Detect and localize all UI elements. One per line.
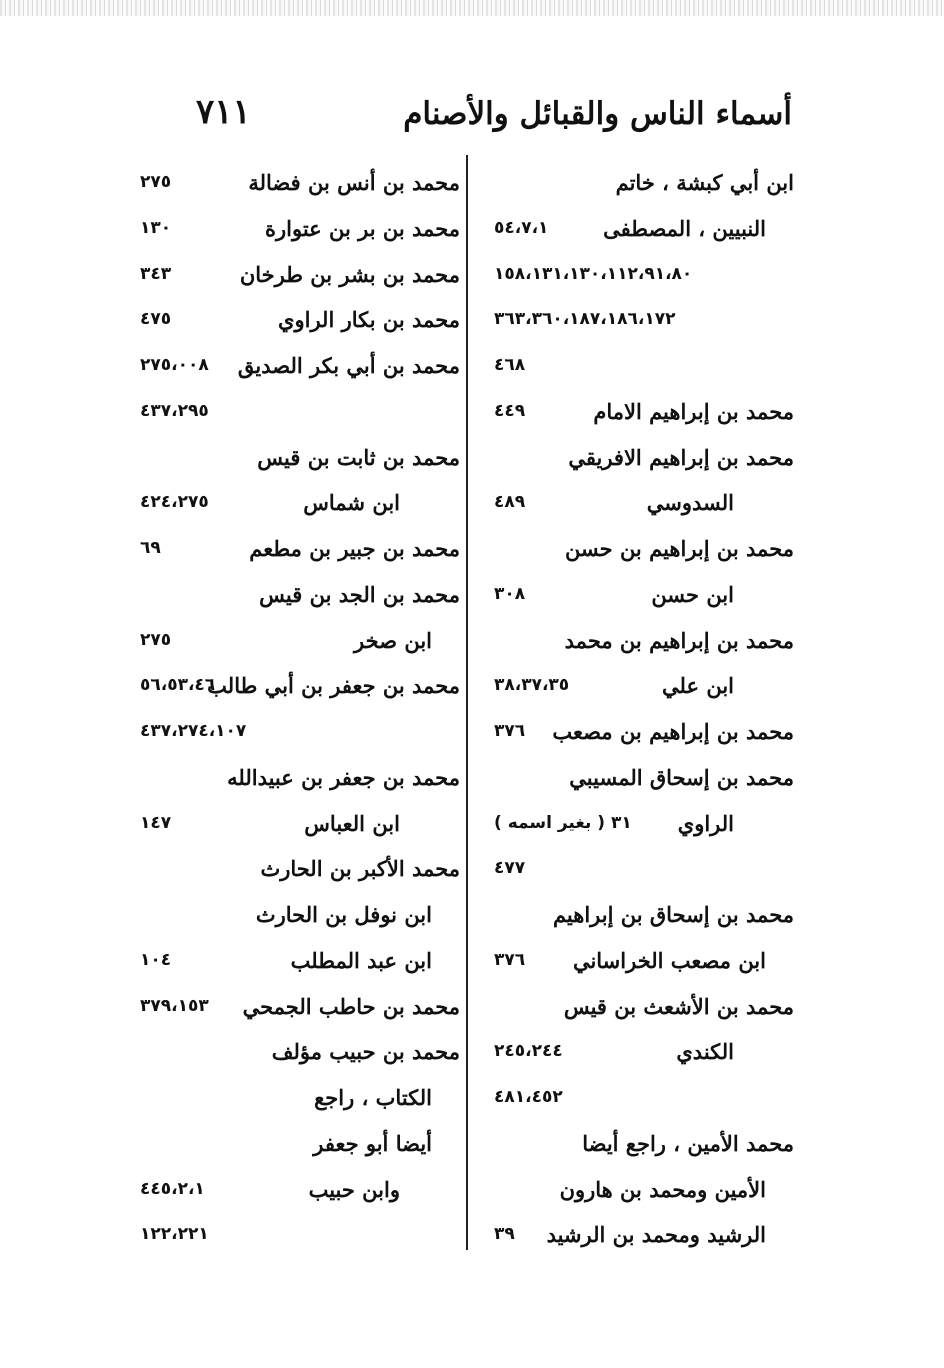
index-entry [494, 343, 794, 389]
page-number: ٧١١ [196, 92, 251, 132]
index-entry [494, 755, 794, 801]
index-entry [140, 618, 460, 664]
index-entry [140, 984, 460, 1030]
entry-name: محمد بن جبير بن مطعم [249, 536, 460, 561]
index-entry [140, 252, 460, 298]
entry-pages: ٢٧٥ [140, 629, 172, 650]
entry-name: الأمين ومحمد بن هارون [559, 1176, 766, 1202]
index-entry [494, 435, 794, 481]
index-entry [494, 801, 794, 847]
index-entry [494, 526, 794, 572]
entry-pages: ٤٨٩ [494, 492, 526, 513]
index-entry [494, 663, 794, 709]
entry-pages: ٤٣٧،٢٧٤،١٠٧ [140, 721, 247, 741]
index-entry [494, 480, 794, 526]
index-entry [140, 1212, 460, 1258]
index-entry [140, 663, 460, 709]
index-entry [494, 572, 794, 618]
entry-name: محمد بن الأشعث بن قيس [563, 993, 794, 1019]
entry-pages: ٤٣٧،٢٩٥ [140, 400, 209, 421]
index-entry [494, 892, 794, 938]
entry-name: الرشيد ومحمد بن الرشيد [546, 1222, 766, 1248]
entry-name: محمد بن بكار الراوي [278, 307, 460, 333]
entry-name: محمد بن أنس بن فضالة [248, 170, 460, 195]
entry-name: محمد بن بشر بن طرخان [239, 261, 460, 287]
index-entry [494, 846, 794, 892]
index-entry [140, 343, 460, 389]
entry-name: السدوسي [646, 490, 734, 516]
entry-name: محمد بن إبراهيم بن محمد [564, 627, 794, 653]
entry-pages: ٣٤٣ [140, 263, 172, 284]
entry-pages: ٣٦٣،٣٦٠،١٨٧،١٨٦،١٧٢ [494, 309, 676, 330]
entry-pages: ٥٦،٥٣،٤٦ [140, 675, 216, 696]
entry-pages: ٦٩ [140, 538, 161, 558]
index-entry [494, 1212, 794, 1258]
index-entry [494, 252, 794, 298]
entry-pages: ٤٤٥،٢،١ [140, 1178, 205, 1199]
index-entry [494, 1121, 794, 1167]
entry-name: محمد بن أبي بكر الصديق [237, 353, 460, 378]
entry-name: محمد بن إبراهيم الامام [593, 398, 794, 424]
entry-name: محمد بن إبراهيم الافريقي [568, 444, 794, 470]
entry-name: أيضا أبو جعفر [313, 1130, 432, 1156]
index-entry [140, 709, 460, 755]
entry-pages: ٣٨،٣٧،٣٥ [494, 675, 570, 696]
column-divider [466, 155, 468, 1250]
entry-pages: ١٥٨،١٣١،١٣٠،١١٢،٩١،٨٠ [494, 263, 693, 284]
index-entry [140, 1121, 460, 1167]
scan-edge [0, 0, 944, 16]
entry-pages: ٤٦٨ [494, 355, 526, 375]
entry-pages: ٣٠٨ [494, 583, 526, 604]
index-entry [140, 801, 460, 847]
entry-name: محمد بن ثابت بن قيس [257, 444, 460, 470]
index-entry [140, 160, 460, 206]
entry-name: ابن مصعب الخراساني [572, 947, 766, 973]
index-entry [494, 160, 794, 206]
entry-pages: ١٠٤ [140, 949, 172, 970]
index-entry [140, 892, 460, 938]
entry-name: محمد بن حبيب مؤلف [271, 1039, 460, 1065]
entry-name: ابن العباس [304, 810, 400, 836]
index-entry [494, 938, 794, 984]
index-entry [140, 389, 460, 435]
entry-name: الكتاب ، راجع [314, 1085, 432, 1110]
index-entry [140, 755, 460, 801]
entry-pages: ٥٤،٧،١ [494, 217, 549, 238]
index-entry [140, 572, 460, 618]
index-entry [140, 297, 460, 343]
entry-pages: ١٣٠ [140, 217, 172, 238]
entry-name: ابن شماس [303, 490, 400, 516]
entry-pages: ٣٩ [494, 1224, 515, 1245]
index-entry [140, 480, 460, 526]
entry-name: محمد بن جعفر بن أبي طالب [207, 673, 460, 699]
entry-name: الكندي [676, 1039, 734, 1065]
entry-name: ابن عبد المطلب [290, 947, 432, 973]
entry-name: محمد بن إبراهيم بن حسن [564, 536, 794, 561]
entry-name: محمد الأكبر بن الحارث [260, 856, 460, 882]
index-entry [140, 1075, 460, 1121]
entry-name: النبيين ، المصطفى [603, 215, 766, 241]
index-entry [494, 618, 794, 664]
index-entry [140, 938, 460, 984]
entry-name: محمد بن إبراهيم بن مصعب [552, 719, 794, 744]
entry-pages: ١٢٢،٢٢١ [140, 1224, 209, 1245]
entry-name: محمد بن بر بن عتوارة [265, 215, 460, 241]
index-column-right [494, 160, 794, 1258]
page-title: أسماء الناس والقبائل والأصنام [403, 96, 792, 132]
entry-name: وابن حبيب [308, 1176, 400, 1202]
index-entry [494, 1029, 794, 1075]
entry-name: محمد بن إسحاق بن إبراهيم [552, 902, 794, 927]
entry-name: ابن صخر [354, 627, 432, 653]
index-entry [140, 1167, 460, 1213]
entry-pages: ٣٧٦ [494, 949, 526, 970]
entry-pages: ٤٧٥ [140, 309, 172, 330]
entry-name: ابن حسن [651, 581, 734, 607]
entry-name: محمد بن إسحاق المسيبي [569, 764, 794, 790]
index-entry [140, 206, 460, 252]
entry-name: محمد الأمين ، راجع أيضا [582, 1130, 794, 1156]
entry-pages: ٤٢٤،٢٧٥ [140, 492, 209, 513]
index-entry [140, 846, 460, 892]
index-column-left [140, 160, 460, 1258]
index-entry [494, 1075, 794, 1121]
entry-name: ابن نوفل بن الحارث [255, 902, 432, 927]
entry-name: محمد بن الجد بن قيس [259, 581, 460, 607]
entry-name: ابن أبي كبشة ، خاتم [615, 170, 794, 195]
entry-pages: ٤٧٧ [494, 858, 526, 879]
index-entry [494, 1167, 794, 1213]
index-entry [140, 435, 460, 481]
entry-pages: ٤٨١،٤٥٢ [494, 1087, 563, 1107]
index-entry [494, 206, 794, 252]
entry-pages: ٢٧٥ [140, 172, 172, 192]
entry-name: الراوي [677, 810, 734, 836]
entry-pages: ٣٧٩،١٥٣ [140, 995, 209, 1016]
entry-pages: ٣١ ( بغير اسمه ) [494, 812, 632, 833]
entry-name: محمد بن حاطب الجمحي [242, 993, 460, 1019]
entry-pages: ٢٧٥،٠٠٨ [140, 355, 209, 375]
entry-name: محمد بن جعفر بن عبيدالله [227, 764, 460, 790]
entry-pages: ١٤٧ [140, 812, 172, 833]
entry-name: ابن علي [662, 673, 734, 699]
entry-pages: ٣٧٦ [494, 721, 526, 741]
index-entry [140, 526, 460, 572]
index-entry [494, 709, 794, 755]
entry-pages: ٢٤٥،٢٤٤ [494, 1041, 563, 1062]
index-entry [494, 389, 794, 435]
index-entry [140, 1029, 460, 1075]
entry-pages: ٤٤٩ [494, 400, 526, 421]
index-entry [494, 297, 794, 343]
index-entry [494, 984, 794, 1030]
